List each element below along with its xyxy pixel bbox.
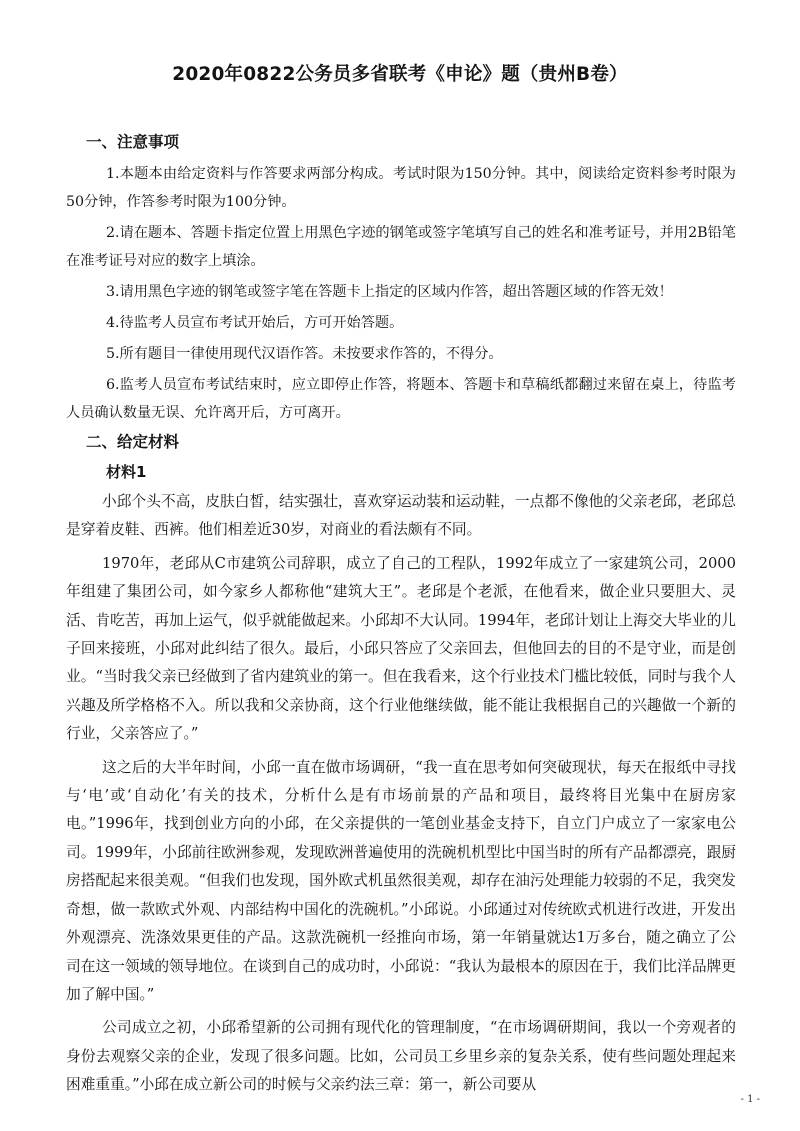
- material-paragraph: 小邱个头不高，皮肤白皙，结实强壮，喜欢穿运动装和运动鞋，一点都不像他的父亲老邱，老邱总是穿着皮鞋、西裤。他们相差近30岁，对商业的看法颇有不同。: [66, 493, 736, 539]
- document-body: [66, 130, 736, 1105]
- notice-item: 2.请在题本、答题卡指定位置上用黑色字迹的钢笔或签字笔填写自己的姓名和准考证号，并用2B铅笔在准考证号对应的数字上填涂。: [66, 225, 736, 269]
- material-paragraph: 公司成立之初，小邱希望新的公司拥有现代化的管理制度，“在市场调研期间，我以一个旁观者的身份去观察父亲的企业，发现了很多问题。比如，公司员工乡里乡亲的复杂关系，使有些问题处理起来困难重重。”小邱在成立新公司的时候与父亲约法三章：第一，新公司要从: [66, 1019, 736, 1094]
- material-paragraph: 1970年，老邱从C市建筑公司辞职，成立了自己的工程队，1992年成立了一家建筑公司，2000年组建了集团公司，如今家乡人都称他“建筑大王”。老邱是个老派，在他看来，做企业只要胆大、灵活、肯吃苦，再加上运气，似乎就能做起来。小邱却不大认同。1994年，老邱计划让上海交大毕业的儿子回来接班，小邱对此纠结了很久。最后，小邱只答应了父亲回去，但他回去的目的不是守业，而是创业。“当时我父亲已经做到了省内建筑业的第一。但在我看来，这个行业技术门槛比较低，同时与我个人兴趣及所学格格不入。所以我和父亲协商，这个行业他继续做，能不能让我根据自己的兴趣做一个新的行业，父亲答应了。”: [66, 554, 736, 743]
- document-title: 2020年0822公务员多省联考《申论》题（贵州B卷）: [172, 64, 628, 85]
- notice-item: 4.待监考人员宣布考试开始后，方可开始答题。: [106, 315, 404, 331]
- notice-item: 5.所有题目一律使用现代汉语作答。未按要求作答的，不得分。: [106, 346, 503, 362]
- section-heading-notice: 一、注意事项: [86, 133, 180, 151]
- section-heading-materials: 二、给定材料: [86, 433, 180, 451]
- material-paragraph: 这之后的大半年时间，小邱一直在做市场调研，“我一直在思考如何突破现状，每天在报纸中寻找与‘电’或‘自动化’有关的技术，分析什么是有市场前景的产品和项目，最终将目光集中在厨房家电。”1996年，找到创业方向的小邱，在父亲提供的一笔创业基金支持下，自立门户成立了一家家电公司。1999年，小邱前往欧洲参观，发现欧洲普遍使用的洗碗机机型比中国当时的所有产品都漂亮，跟厨房搭配起来很美观。“但我们也发现，国外欧式机虽然很美观，却存在油污处理能力较弱的不足，我突发奇想，做一款欧式外观、内部结构中国化的洗碗机。”小邱说。小邱通过对传统欧式机进行改进，开发出外观漂亮、洗涤效果更佳的产品。这款洗碗机一经推向市场，第一年销量就达1万多台，随之确立了公司在这一领域的领导地位。在谈到自己的成功时，小邱说：“我认为最根本的原因在于，我们比洋品牌更加了解中国。”: [66, 758, 736, 1003]
- material-title: 材料1: [106, 463, 147, 481]
- notice-item: 3.请用黑色字迹的钢笔或签字笔在答题卡上指定的区域内作答，超出答题区域的作答无效！: [106, 284, 673, 300]
- notice-item: 6.监考人员宣布考试结束时，应立即停止作答，将题本、答题卡和草稿纸都翻过来留在桌上，待监考人员确认数量无误、允许离开后，方可离开。: [66, 377, 736, 421]
- notice-item: 1.本题本由给定资料与作答要求两部分构成。考试时限为150分钟。其中，阅读给定资料参考时限为50分钟，作答参考时限为100分钟。: [66, 166, 736, 210]
- page-number: - 1 -: [740, 1094, 760, 1105]
